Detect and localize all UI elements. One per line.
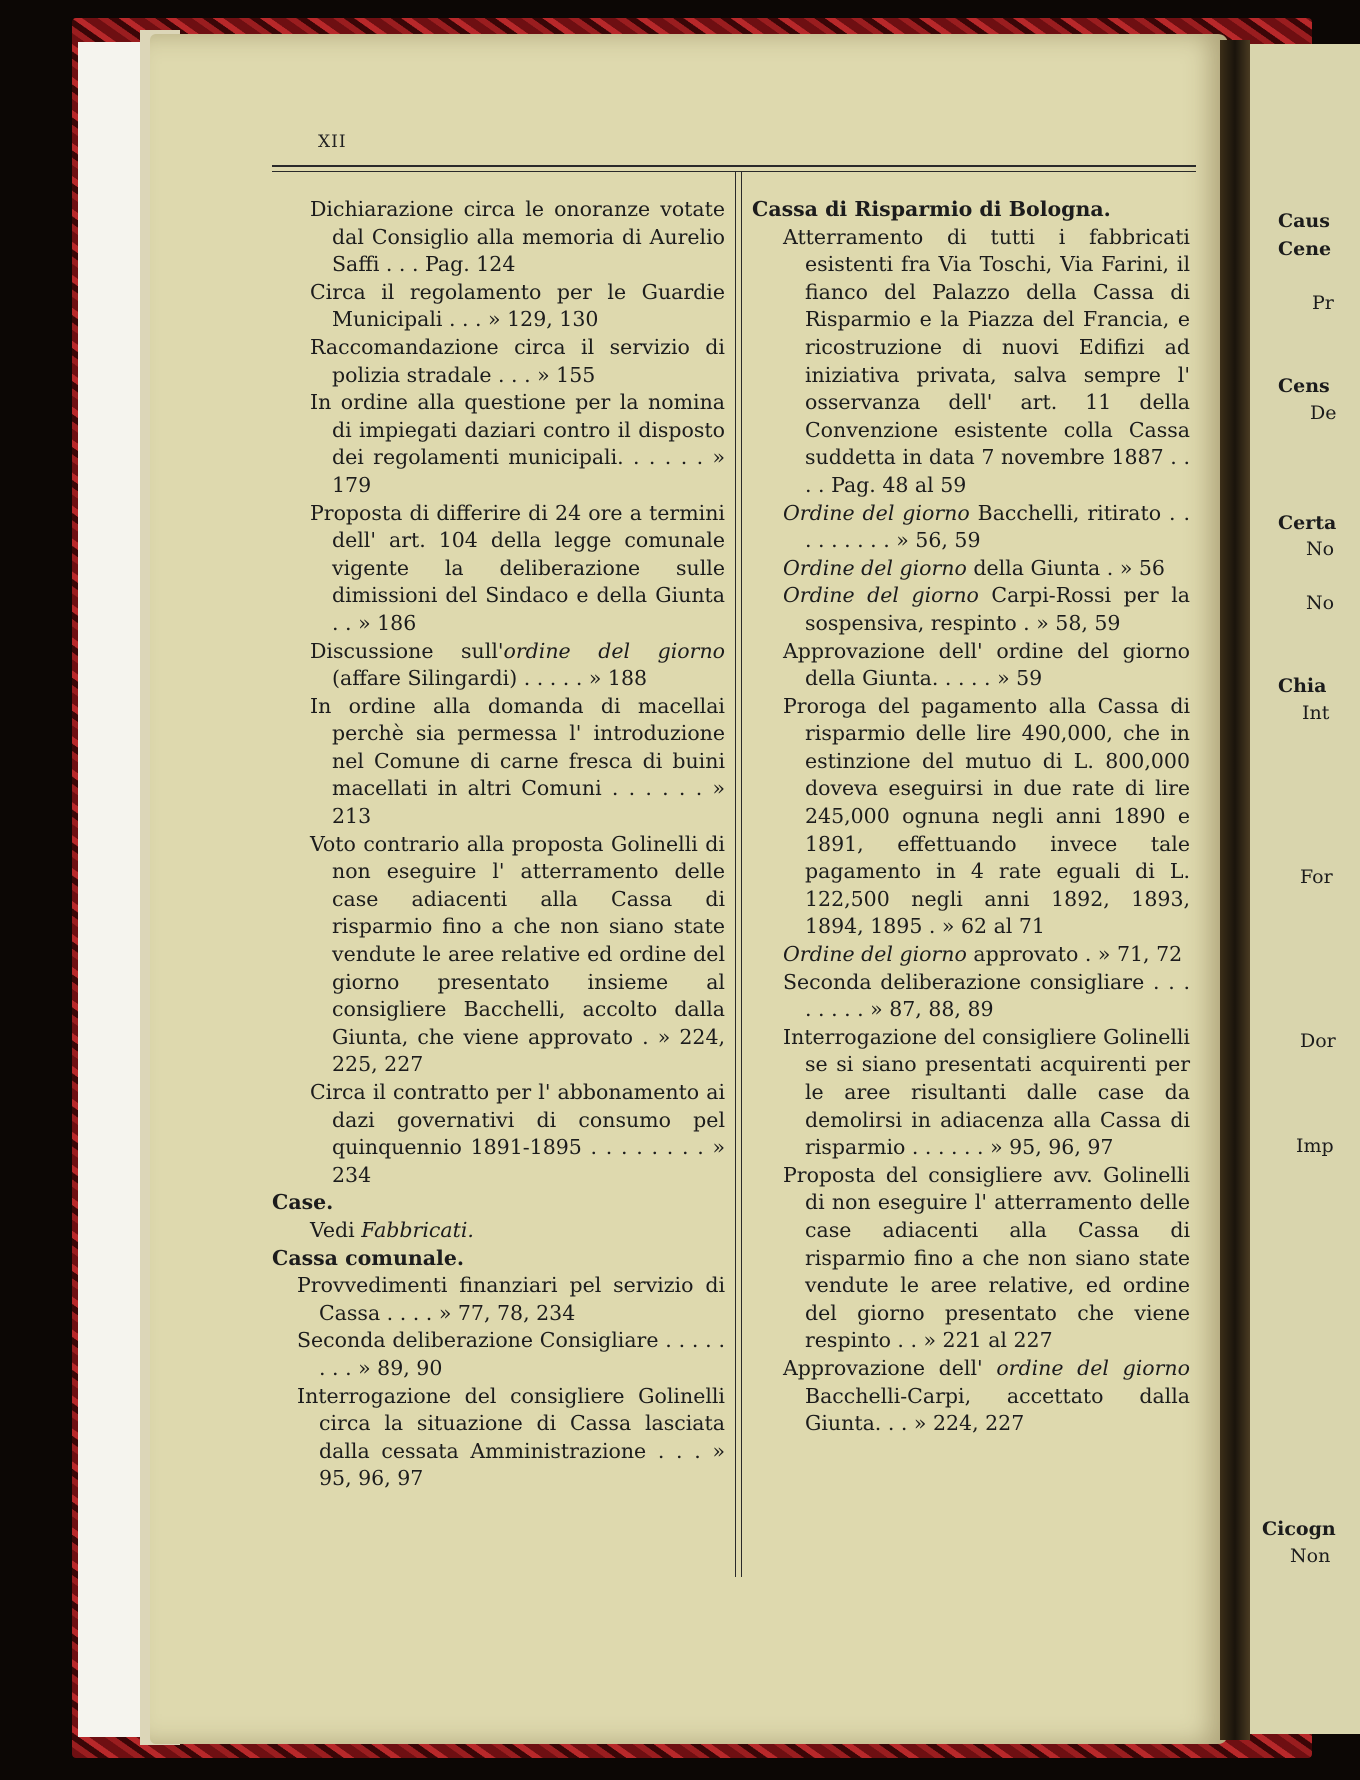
index-entry: Raccomandazione circa il servizio di polizia stradale . . . » 155 (310, 334, 725, 387)
entry-text: Carpi-Rossi per la sospensiva, respinto . » 58, 59 (805, 583, 1190, 635)
facing-fragment: Caus (1278, 210, 1330, 232)
entry-italic: Fabbricati. (361, 1217, 474, 1242)
column-divider-thin (741, 172, 742, 1577)
entry-text: della Giunta . » 56 (966, 555, 1165, 580)
facing-fragment: Dor (1300, 1030, 1336, 1052)
entry-text: Vedi (310, 1217, 362, 1242)
index-entry: Proroga del pagamento alla Cassa di risparmio delle lire 490,000, che in estinzione del mutuo di L. 800,000 doveva eseguirsi in due rate di lire 245,000 ognuna negli anni 1890 e 1891, effettuando invece tale pagamento in 4 rate eguali di L. 122,500 negli anni 1892, 1893, 1894, 1895 . » 62 al 71 (783, 693, 1190, 939)
index-entry: Proposta di differire di 24 ore a termini dell' art. 104 della legge comunale vigente la deliberazione sulle dimissioni del Sindaco e della Giunta . . » 186 (310, 500, 725, 635)
entry-text: Approvazione dell' (783, 1355, 997, 1380)
index-entry (783, 555, 1190, 583)
index-entry (783, 582, 1190, 637)
right-column (750, 196, 1190, 1438)
section-heading: Case. (272, 1190, 334, 1215)
column-divider (735, 172, 736, 1577)
index-entry (783, 941, 1190, 969)
facing-fragment: De (1310, 402, 1337, 424)
index-entry: Circa il contratto per l' abbonamento ai dazi governativi di consumo pel quinquennio 1891-1895 . . . . . . . . » 234 (310, 1080, 725, 1187)
facing-fragment: For (1300, 866, 1333, 888)
index-entry (310, 1217, 725, 1245)
entry-italic: ordine del giorno (996, 1355, 1190, 1380)
facing-fragment: No (1306, 592, 1335, 614)
entry-text: Discussione sull' (310, 638, 504, 663)
section-heading: Cassa comunale. (272, 1245, 465, 1270)
index-entry: Approvazione dell' ordine del giorno della Giunta. . . . . » 59 (783, 638, 1190, 691)
index-entry: Dichiarazione circa le onoranze votate dal Consiglio alla memoria di Aurelio Saffi . . . Pag. 124 (310, 197, 725, 277)
index-entry (783, 1355, 1190, 1438)
entry-text: Bacchelli-Carpi, accettato dalla Giunta. . . » 224, 227 (805, 1383, 1190, 1436)
facing-fragment: Imp (1296, 1135, 1334, 1157)
facing-fragment: Cicogn (1262, 1518, 1336, 1540)
entry-italic: Ordine del giorno (783, 583, 979, 608)
index-entry: Seconda deliberazione Consigliare . . . . . . . . » 89, 90 (297, 1328, 725, 1380)
facing-fragment: Certa (1278, 512, 1337, 534)
entry-italic: ordine del giorno (503, 638, 725, 663)
facing-fragment: Cens (1278, 375, 1330, 397)
entry-text: approvato . » 71, 72 (966, 942, 1183, 967)
entry-italic: Ordine del giorno (783, 500, 970, 525)
index-entry: Interrogazione del consigliere Golinelli circa la situazione di Cassa lasciata dalla cessata Amministrazione . . . » 95, 96, 97 (297, 1383, 725, 1491)
left-column (270, 196, 725, 1493)
index-entry: In ordine alla domanda di macellai perchè sia permessa l' introduzione nel Comune di carne fresca di buini macellati in altri Comuni . . . . . . » 213 (310, 693, 725, 829)
index-entry: Interrogazione del consigliere Golinelli se si siano presentati acquirenti per le aree risultanti dalle case da demolirsi in adiacenza alla Cassa di risparmio . . . . . . » 95, 96, 97 (783, 1024, 1190, 1160)
section-heading: Cassa di Risparmio di Bologna. (752, 197, 1111, 221)
book-gutter (1220, 40, 1250, 1740)
index-entry: Provvedimenti finanziari pel servizio di Cassa . . . . » 77, 78, 234 (297, 1273, 725, 1325)
index-entry: Voto contrario alla proposta Golinelli di non eseguire l' atterramento delle case adiacenti alla Cassa di risparmio fino a che non siano state vendute le aree relative ed ordine del giorno presentato insieme al consigliere Bacchelli, accolto dalla Giunta, che viene approvato . » 224, 225, 227 (310, 831, 725, 1077)
entry-italic: Ordine del giorno (783, 942, 967, 967)
header-rule-thin (272, 171, 1196, 172)
index-entry: Circa il regolamento per le Guardie Municipali . . . » 129, 130 (310, 279, 725, 332)
facing-fragment: Cene (1278, 238, 1332, 260)
index-entry: Seconda deliberazione consigliare . . . . . . . . » 87, 88, 89 (783, 969, 1190, 1022)
facing-fragment: Int (1302, 702, 1330, 724)
facing-fragment: Pr (1312, 292, 1334, 314)
facing-fragment: No (1306, 538, 1335, 560)
index-entry: Atterramento di tutti i fabbricati esistenti fra Via Toschi, Via Farini, il fianco del Palazzo della Cassa di Risparmio e la Piazza del Francia, e ricostruzione di nuovi Edifizi ad iniziativa privata, salva sempre l' osservanza dell' art. 11 della Convenzione esistente colla Cassa suddetta in data 7 novembre 1887 . . . . Pag. 48 al 59 (783, 224, 1190, 497)
facing-page (1240, 44, 1360, 1734)
index-entry (310, 638, 725, 693)
index-entry (783, 500, 1190, 555)
header-rule (272, 165, 1196, 167)
index-entry: In ordine alla questione per la nomina di impiegati daziari contro il disposto dei regolamenti municipali. . . . . . » 179 (310, 390, 725, 497)
facing-fragment: Chia (1278, 675, 1327, 697)
entry-italic: Ordine del giorno (783, 555, 967, 580)
entry-text: Bacchelli, ritirato . . . . . . . . . » 56, 59 (805, 500, 1190, 553)
facing-fragment: Non (1290, 1545, 1331, 1567)
entry-text: (affare Silingardi) . . . . . » 188 (332, 666, 648, 691)
index-entry: Proposta del consigliere avv. Golinelli di non eseguire l' atterramento delle case adiacenti alla Cassa di risparmio fino a che non siano state vendute le aree relative, ed ordine del giorno presentato che viene respinto . . » 221 al 227 (783, 1162, 1190, 1353)
page-number: XII (318, 132, 347, 152)
